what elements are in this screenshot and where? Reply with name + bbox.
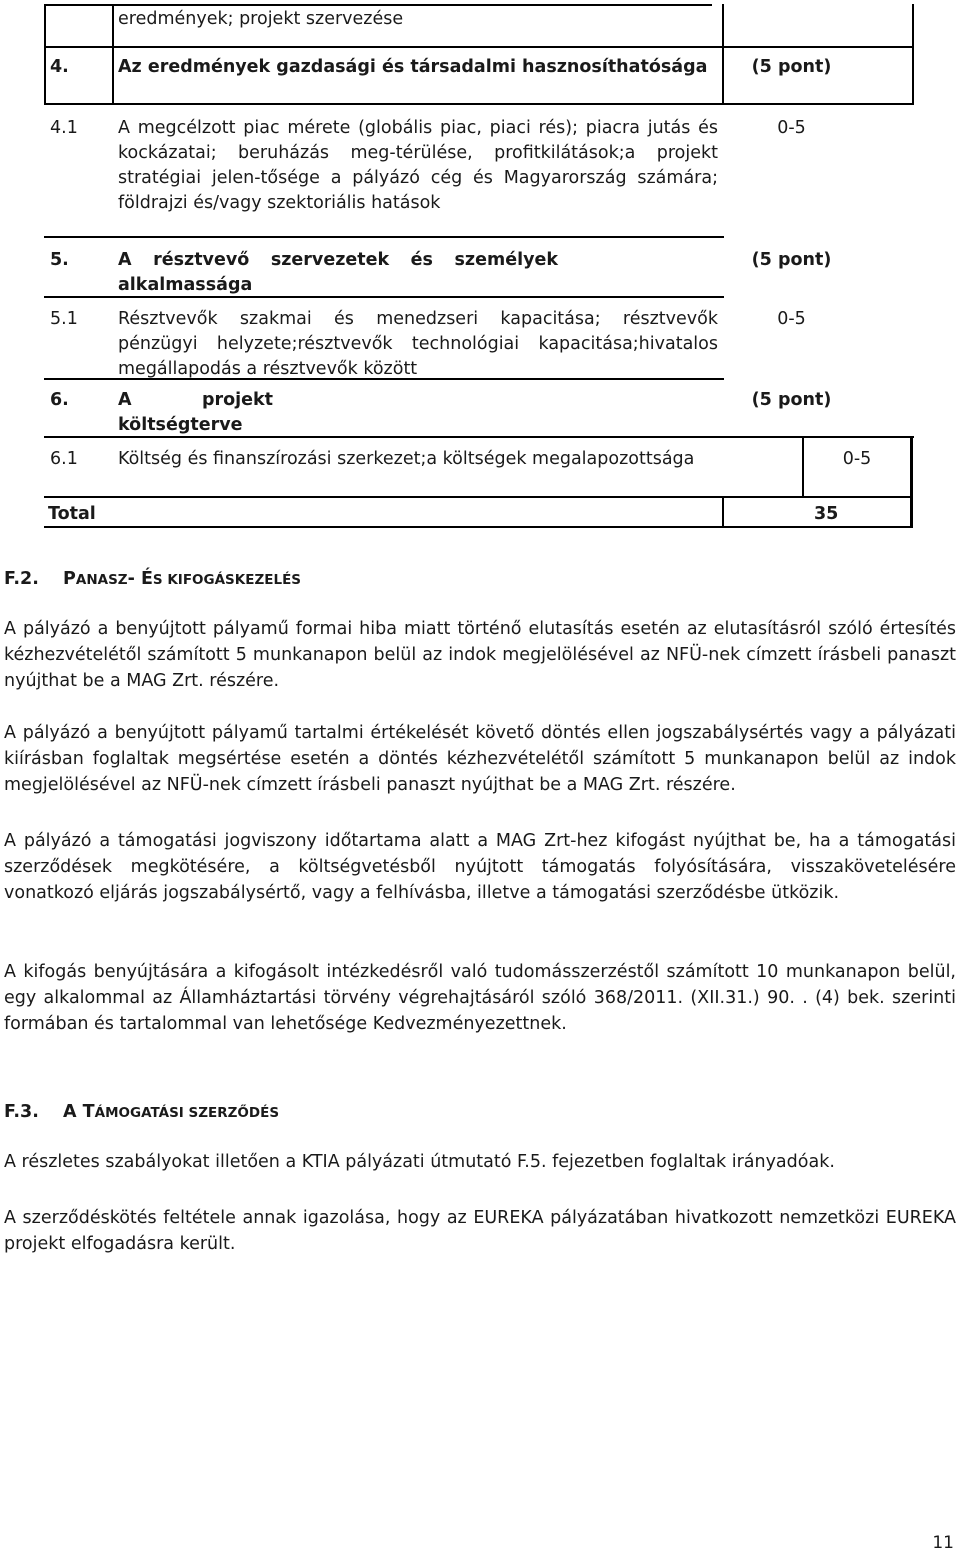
page-number: 11 [932,1533,954,1553]
paragraph: A szerződéskötés feltétele annak igazolása, hogy az EUREKA pályázatában hivatkozott nemzetközi EUREKA projekt elfogadásra került. [4,1208,956,1254]
table-border [912,4,914,105]
table-cell-score: (5 pont) [751,57,832,77]
paragraph: A pályázó a benyújtott pályamű tartalmi értékelését követő döntés ellen jogszabálysértés vagy a pályázati kiírásban foglaltak megsértése esetén a döntés kézhezvételétől számított 5 munkanapon belül az indok megjelölésével az NFÜ-nek címzett írásbeli panaszt nyújthat be a MAG Zrt. részére. [4,723,956,795]
table-cell-num: 4.1 [50,118,78,138]
table-cell-score: 0-5 [777,309,806,329]
table-cell-desc: A projekt költségterve [118,390,273,435]
section-number: F.2. [4,569,39,589]
table-cell-num: 5.1 [50,309,78,329]
table-cell-desc: Az eredmények gazdasági és társadalmi hasznosíthatósága [118,57,708,77]
table-border [44,496,912,498]
table-cell-desc: A megcélzott piac mérete (globális piac, piaci rés); piacra jutás és kockázatai; beruházás meg-térülése, profitkilátások;a projekt stratégiai jelen-tősége a pályázó cég és Magyarország számára; földrajzi és/vagy szektoriális hatások [118,118,718,213]
paragraph: A pályázó a támogatási jogviszony időtartama alatt a MAG Zrt-hez kifogást nyújthat be, ha a támogatási szerződések megkötésére, a költségvetésből nyújtott támogatás folyósítására, visszakövetelésére vonatkozó eljárás jogszabálysértő, vagy a felhívásba, illetve a támogatási szerződésbe ütközik. [4,831,956,903]
paragraph: A részletes szabályokat illetően a KTIA pályázati útmutató F.5. fejezetben foglaltak irányadóak. [4,1152,835,1172]
table-border [44,103,914,105]
paragraph: A pályázó a benyújtott pályamű formai hiba miatt történő elutasítás esetén az elutasításról szóló értesítés kézhezvételétől számított 5 munkanapon belül az indok megjelölésével az NFÜ-nek címzett írásbeli panaszt nyújthat be a MAG Zrt. részére. [4,619,956,691]
table-border [44,4,712,6]
table-cell-num: 6.1 [50,449,78,469]
section-heading-f2: F.2. PANASZ- ÉS KIFOGÁSKEZELÉS [4,569,302,589]
table-border [44,236,724,238]
table-cell-score: (5 pont) [751,390,832,410]
table-border [44,46,914,48]
table-border [112,4,114,105]
section-heading-f3: F.3. A TÁMOGATÁSI SZERZŐDÉS [4,1102,280,1122]
table-border [722,4,724,105]
table-cell-desc: A résztvevő szervezetek és személyek alkalmassága [118,250,558,295]
table-total-value: 35 [814,504,839,524]
table-border [44,526,912,528]
table-border [44,4,46,105]
section-number: F.3. [4,1102,39,1122]
table-cell-num: 4. [50,57,69,77]
paragraph: A kifogás benyújtására a kifogásolt intézkedésről való tudomásszerzéstől számított 10 munkanapon belül, egy alkalommal az Államháztartási törvény végrehajtásáról szóló 368/2011. (XII.31.) 90. . (4) bek. szerinti formában és tartalommal van lehetősége Kedvezményezettnek. [4,962,956,1034]
table-border [722,496,724,528]
table-cell-num: 6. [50,390,69,410]
table-cell-desc: eredmények; projekt szervezése [118,9,404,29]
table-cell-desc: Résztvevők szakmai és menedzseri kapacitása; résztvevők pénzügyi helyzete;résztvevők technológiai kapacitása;hivatalos megállapodás a résztvevők között [118,309,718,379]
table-total-label: Total [48,504,96,524]
table-cell-score: 0-5 [777,118,806,138]
table-cell-score: 0-5 [842,449,872,469]
table-cell-score: (5 pont) [751,250,832,270]
table-cell-desc: Költség és finanszírozási szerkezet;a költségek megalapozottsága [118,449,695,469]
table-cell-num: 5. [50,250,69,270]
table-border [910,436,913,528]
